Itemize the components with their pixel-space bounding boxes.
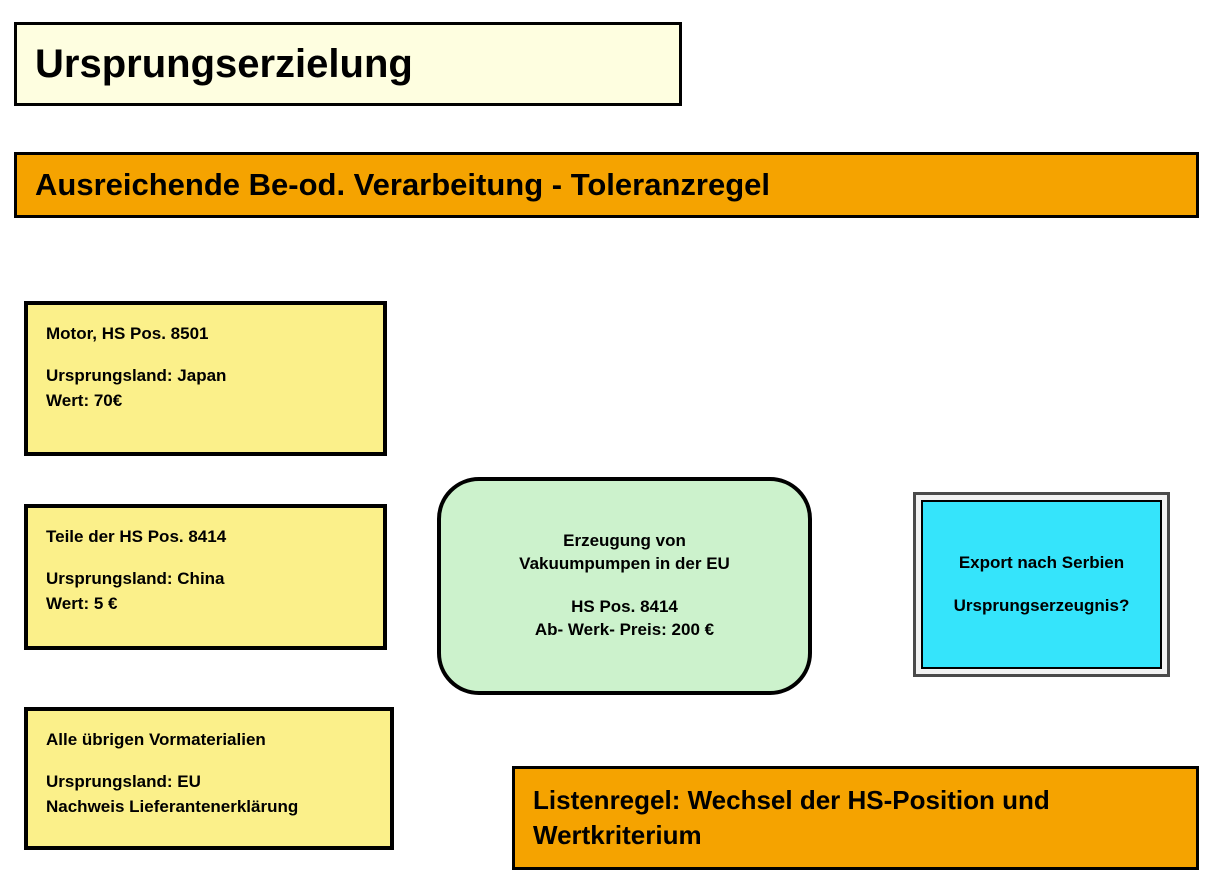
material-value: Wert: 5 € [46,593,118,613]
section-banner-text: Ausreichende Be-od. Verarbeitung - Toleranzregel [35,167,770,202]
export-question: Ursprungserzeugnis? [953,595,1130,615]
page-title-text: Ursprungserzielung [35,41,413,86]
production-ex-works-price: Ab- Werk- Preis: 200 € [534,619,715,639]
export-box [913,492,1170,677]
material-value: Nachweis Lieferantenerklärung [46,796,299,816]
material-origin: Ursprungsland: Japan [46,366,227,385]
section-banner [14,152,1199,218]
spacer [46,748,390,770]
spacer [46,545,383,567]
material-origin: Ursprungsland: EU [46,772,201,791]
material-name: Alle übrigen Vormaterialien [46,730,266,749]
spacer [46,342,383,364]
material-name: Motor, HS Pos. 8501 [46,324,209,343]
production-line-1: Erzeugung von [563,531,686,551]
list-rule-text [533,783,1050,853]
material-box-other [24,707,394,850]
production-hs-position: HS Pos. 8414 [571,597,678,616]
list-rule-box [512,766,1199,870]
material-box-motor [24,301,387,456]
material-box-parts [24,504,387,650]
list-rule-line-2: Wertkriterium [533,820,702,850]
production-box [437,477,812,695]
material-origin: Ursprungsland: China [46,569,225,588]
list-rule-line-1: Listenregel: Wechsel der HS-Position und [533,784,1050,815]
page-title [14,22,682,106]
production-line-2: Vakuumpumpen in der EU [519,554,730,574]
export-destination: Export nach Serbien [958,552,1125,572]
material-name: Teile der HS Pos. 8414 [46,527,227,546]
export-box-inner [921,500,1162,669]
material-value: Wert: 70€ [46,390,123,410]
